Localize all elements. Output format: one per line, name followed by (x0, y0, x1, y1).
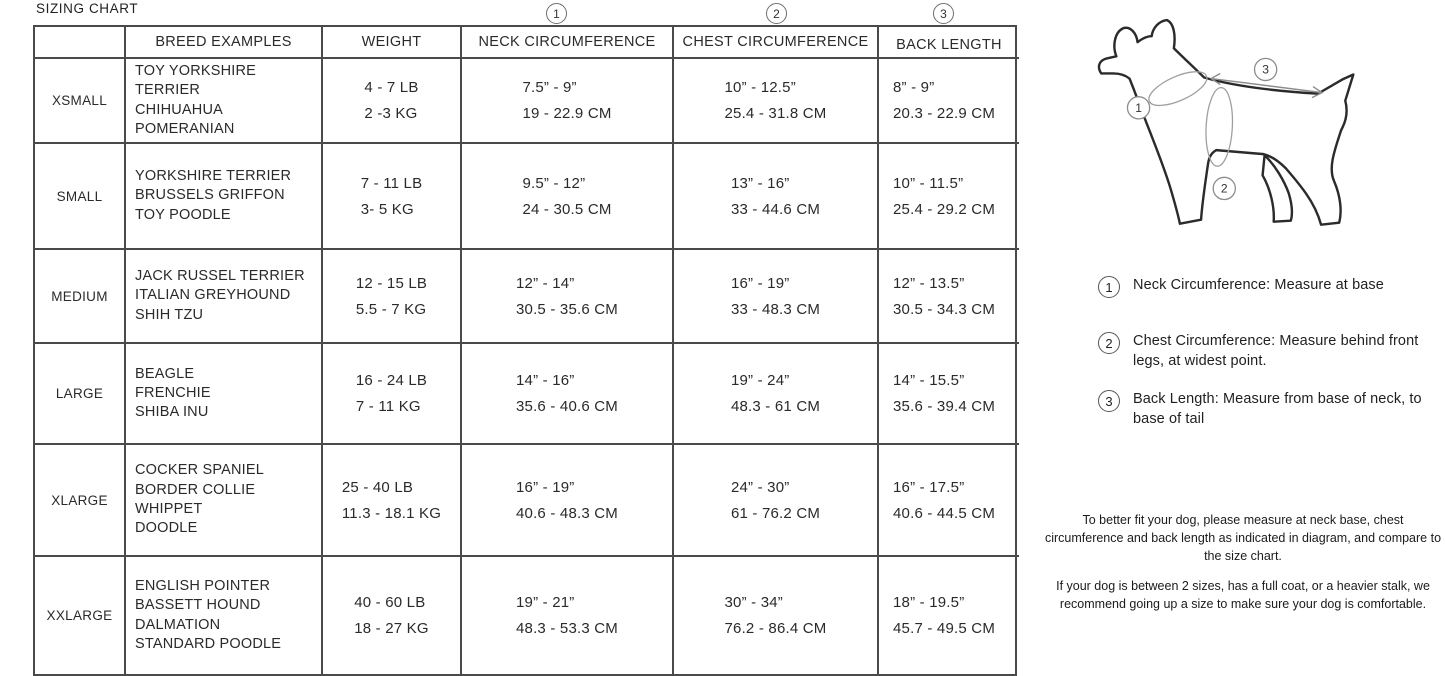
back-cell (879, 445, 1019, 557)
weight-kg: 5.5 - 7 KG (355, 300, 427, 318)
back-cell (879, 250, 1019, 344)
chest-cm: 33 - 44.6 CM (730, 200, 821, 218)
diagram-marker-1 (1127, 97, 1149, 119)
sizing-table (33, 25, 1017, 676)
weight-lb: 25 - 40 LB (341, 478, 414, 496)
weight-cell (323, 557, 462, 674)
breed-line: ITALIAN GREYHOUND (135, 287, 291, 304)
breed-examples-cell (126, 250, 323, 344)
back-cm: 45.7 - 49.5 CM (893, 620, 996, 637)
breed-line: DOODLE (135, 520, 198, 537)
chest-cm: 76.2 - 86.4 CM (724, 620, 827, 637)
breed-examples-cell (126, 557, 323, 674)
fit-notes (1042, 512, 1444, 614)
breed-line: YORKSHIRE TERRIER (135, 168, 292, 185)
neck-cell (462, 557, 674, 674)
breed-line: TOY YORKSHIRE TERRIER (135, 62, 257, 99)
back-in: 12” - 13.5” (893, 274, 965, 292)
weight-lb: 12 - 15 LB (355, 274, 428, 292)
neck-in: 16” - 19” (515, 478, 575, 496)
breed-line: CHIHUAHUA (135, 101, 223, 118)
breed-examples-cell (126, 144, 323, 250)
svg-text:2: 2 (1220, 181, 1228, 196)
breed-line: COCKER SPANIEL (135, 462, 265, 479)
size-label-xxlarge: XXLARGE (35, 557, 126, 674)
chest-in: 13” - 16” (730, 174, 790, 192)
diagram-marker-2 (1213, 177, 1235, 199)
back-cm: 35.6 - 39.4 CM (893, 398, 996, 415)
breed-line: WHIPPET (135, 501, 203, 517)
back-cell (879, 344, 1019, 445)
legend-item-neck (1098, 276, 1445, 298)
weight-lb: 4 - 7 LB (364, 79, 419, 96)
neck-cm: 24 - 30.5 CM (522, 200, 612, 218)
neck-in: 12” - 14” (515, 274, 575, 292)
chest-cell (674, 344, 879, 445)
chest-cm: 61 - 76.2 CM (730, 504, 821, 522)
breed-line: DALMATION (135, 616, 221, 633)
neck-in: 9.5” - 12” (522, 174, 586, 192)
weight-kg: 18 - 27 KG (354, 620, 429, 637)
weight-cell (323, 144, 462, 250)
legend-text-back: Back Length: Measure from base of neck, to base of tail (1133, 391, 1422, 427)
fit-note-between-sizes: If your dog is between 2 sizes, has a full coat, or a heavier stalk, we recommend going up a size to make sure your dog is comfortable. (1056, 579, 1430, 611)
weight-cell (323, 344, 462, 445)
fit-note-measure: To better fit your dog, please measure at neck base, chest circumference and back length as indicated in diagram, and compare to the size chart. (1044, 513, 1442, 563)
breed-examples-cell (126, 59, 323, 144)
weight-lb: 40 - 60 LB (354, 594, 426, 611)
column-marker-3: 3 (933, 3, 954, 24)
chest-in: 10” - 12.5” (724, 79, 796, 96)
breed-line: BEAGLE (135, 365, 195, 382)
header-breed-examples: BREED EXAMPLES (126, 27, 323, 59)
chest-cm: 48.3 - 61 CM (730, 398, 821, 415)
legend-marker-1: 1 (1098, 276, 1120, 298)
back-cm: 25.4 - 29.2 CM (893, 200, 996, 218)
chest-cell (674, 557, 879, 674)
back-in: 14” - 15.5” (893, 372, 965, 389)
breed-line: POMERANIAN (135, 120, 235, 137)
back-cell (879, 144, 1019, 250)
back-cell (879, 557, 1019, 674)
neck-cell (462, 59, 674, 144)
legend-text-neck: Neck Circumference: Measure at base (1133, 277, 1384, 293)
neck-cm: 40.6 - 48.3 CM (515, 504, 618, 522)
dog-measurement-diagram (1085, 16, 1420, 258)
neck-cell (462, 250, 674, 344)
breed-line: SHIH TZU (135, 306, 204, 323)
neck-cm: 30.5 - 35.6 CM (515, 300, 618, 318)
header-chest-circumference: CHEST CIRCUMFERENCE (674, 27, 879, 59)
neck-in: 19” - 21” (515, 594, 575, 611)
neck-cm: 19 - 22.9 CM (522, 105, 612, 122)
svg-text:3: 3 (1262, 62, 1269, 77)
corner-cell (35, 27, 126, 59)
legend-marker-2: 2 (1098, 332, 1120, 354)
back-cm: 30.5 - 34.3 CM (893, 300, 996, 318)
weight-cell (323, 250, 462, 344)
breed-line: BASSETT HOUND (135, 597, 261, 614)
chest-in: 19” - 24” (730, 372, 790, 389)
breed-line: JACK RUSSEL TERRIER (135, 268, 305, 285)
weight-kg: 2 -3 KG (364, 105, 418, 122)
legend-marker-3: 3 (1098, 390, 1120, 412)
size-label-small: SMALL (35, 144, 126, 250)
size-label-large: LARGE (35, 344, 126, 445)
neck-cm: 48.3 - 53.3 CM (515, 620, 618, 637)
weight-cell (323, 59, 462, 144)
size-label-medium: MEDIUM (35, 250, 126, 344)
chest-cell (674, 59, 879, 144)
diagram-marker-3 (1255, 58, 1277, 80)
breed-line: TOY POODLE (135, 206, 231, 223)
neck-in: 7.5” - 9” (522, 79, 577, 96)
breed-examples-cell (126, 445, 323, 557)
weight-lb: 16 - 24 LB (355, 372, 428, 389)
svg-text:1: 1 (1135, 100, 1142, 115)
breed-line: ENGLISH POINTER (135, 577, 271, 594)
chest-cm: 33 - 48.3 CM (730, 300, 821, 318)
legend-item-chest (1098, 332, 1445, 371)
chest-cell (674, 445, 879, 557)
weight-kg: 11.3 - 18.1 KG (341, 504, 442, 522)
back-in: 16” - 17.5” (893, 478, 965, 496)
breed-line: STANDARD POODLE (135, 635, 282, 652)
back-in: 8” - 9” (893, 79, 935, 96)
weight-lb: 7 - 11 LB (360, 174, 423, 192)
neck-cell (462, 144, 674, 250)
column-marker-1: 1 (546, 3, 567, 24)
chest-cell (674, 144, 879, 250)
column-marker-2: 2 (766, 3, 787, 24)
chest-cell (674, 250, 879, 344)
header-weight: WEIGHT (323, 27, 462, 59)
neck-cell (462, 344, 674, 445)
breed-line: BORDER COLLIE (135, 481, 256, 498)
breed-examples-cell (126, 344, 323, 445)
chest-in: 24” - 30” (730, 478, 790, 496)
neck-cm: 35.6 - 40.6 CM (515, 398, 618, 415)
back-cm: 40.6 - 44.5 CM (893, 504, 996, 522)
chest-cm: 25.4 - 31.8 CM (724, 105, 827, 122)
back-cm: 20.3 - 22.9 CM (893, 105, 996, 122)
chest-in: 16” - 19” (730, 274, 790, 292)
page-title: SIZING CHART (36, 1, 139, 16)
weight-kg: 3- 5 KG (360, 200, 414, 218)
back-cell (879, 59, 1019, 144)
weight-kg: 7 - 11 KG (355, 398, 421, 415)
chest-in: 30” - 34” (724, 594, 783, 611)
neck-cell (462, 445, 674, 557)
header-back-length: BACK LENGTH (879, 27, 1019, 59)
breed-line: BRUSSELS GRIFFON (135, 187, 285, 204)
size-label-xlarge: XLARGE (35, 445, 126, 557)
legend-item-back (1098, 390, 1445, 429)
header-neck-circumference: NECK CIRCUMFERENCE (462, 27, 674, 59)
breed-line: SHIBA INU (135, 404, 209, 421)
legend-text-chest: Chest Circumference: Measure behind front legs, at widest point. (1133, 333, 1419, 369)
back-in: 10” - 11.5” (893, 174, 964, 192)
back-in: 18” - 19.5” (893, 594, 965, 611)
breed-line: FRENCHIE (135, 384, 211, 401)
weight-cell (323, 445, 462, 557)
neck-in: 14” - 16” (515, 372, 575, 389)
size-label-xsmall: XSMALL (35, 59, 126, 144)
